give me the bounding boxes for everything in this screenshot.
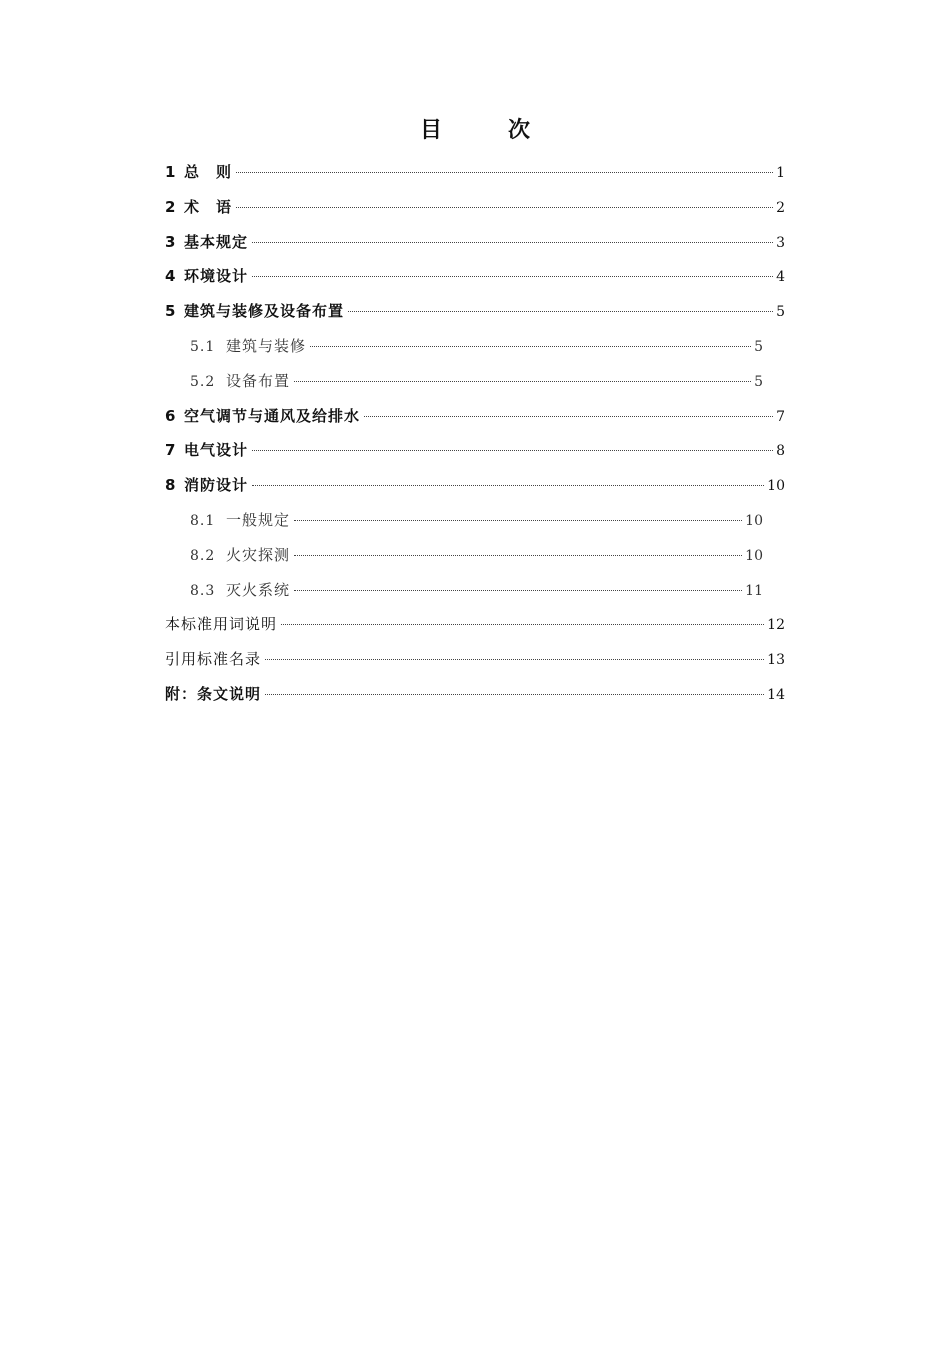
dot-leader bbox=[252, 242, 773, 243]
toc-entry-title: 一般规定 bbox=[226, 510, 291, 529]
toc-entry-section-5-1[interactable] bbox=[165, 329, 785, 364]
toc-entry-number: 3 bbox=[165, 232, 176, 251]
dot-leader bbox=[236, 207, 773, 208]
toc-entry-page: 5 bbox=[754, 338, 763, 355]
toc-entry-title: 消防设计 bbox=[184, 476, 249, 495]
dot-leader bbox=[265, 694, 764, 695]
toc-entry-section-8-1[interactable] bbox=[165, 503, 785, 538]
dot-leader bbox=[294, 590, 742, 591]
toc-entry-number: 8.2 bbox=[190, 547, 216, 564]
toc-entry-section-8-3[interactable] bbox=[165, 573, 785, 608]
toc-entry-title: 本标准用词说明 bbox=[165, 615, 278, 634]
toc-entry-number: 8 bbox=[165, 476, 176, 495]
toc-entry-title: 环境设计 bbox=[184, 267, 249, 286]
toc-entry-page: 4 bbox=[776, 269, 785, 286]
toc-entry-number: 5.2 bbox=[190, 373, 216, 390]
toc-entry-wording-explanation[interactable] bbox=[165, 607, 785, 642]
toc-entry-section-8-2[interactable] bbox=[165, 538, 785, 573]
toc-entry-chapter-5[interactable] bbox=[165, 294, 785, 329]
toc-entry-chapter-3[interactable] bbox=[165, 225, 785, 260]
toc-entry-number: 2 bbox=[165, 197, 176, 216]
toc-entry-title: 灭火系统 bbox=[226, 580, 291, 599]
toc-entry-number: 6 bbox=[165, 406, 176, 425]
toc-entry-referenced-standards[interactable] bbox=[165, 642, 785, 677]
toc-entry-page: 12 bbox=[767, 617, 785, 634]
dot-leader bbox=[310, 346, 751, 347]
toc-entry-page: 14 bbox=[767, 686, 785, 703]
toc-entry-title: 空气调节与通风及给排水 bbox=[184, 406, 361, 425]
toc-entry-number: 7 bbox=[165, 441, 176, 460]
dot-leader bbox=[294, 520, 742, 521]
toc-entry-title: 建筑与装修 bbox=[226, 336, 307, 355]
toc-entry-page: 13 bbox=[767, 652, 785, 669]
dot-leader bbox=[252, 276, 773, 277]
toc-entry-page: 10 bbox=[745, 547, 763, 564]
dot-leader bbox=[265, 659, 764, 660]
toc-entry-number: 5.1 bbox=[190, 338, 216, 355]
toc-entry-chapter-1[interactable] bbox=[165, 155, 785, 190]
toc-entry-chapter-6[interactable] bbox=[165, 399, 785, 434]
toc-entry-page: 8 bbox=[776, 443, 785, 460]
dot-leader bbox=[294, 381, 751, 382]
toc-title: 目 次 bbox=[419, 118, 552, 143]
toc-entry-number: 1 bbox=[165, 163, 176, 181]
toc-entry-page: 10 bbox=[767, 478, 785, 495]
toc-entry-title: 术 语 bbox=[184, 197, 233, 216]
toc-entry-page: 5 bbox=[776, 304, 785, 321]
dot-leader bbox=[294, 555, 742, 556]
toc-entry-title: 总 则 bbox=[184, 163, 233, 181]
toc-entry-chapter-2[interactable] bbox=[165, 190, 785, 225]
toc-entry-appendix[interactable] bbox=[165, 677, 785, 712]
dot-leader bbox=[236, 172, 773, 173]
toc-entry-title: 设备布置 bbox=[226, 371, 291, 390]
dot-leader bbox=[281, 624, 764, 625]
toc-entry-title: 建筑与装修及设备布置 bbox=[184, 302, 345, 321]
toc-entry-title: 火灾探测 bbox=[226, 545, 291, 564]
toc-entry-title: 附：条文说明 bbox=[165, 684, 262, 703]
toc-entry-number: 4 bbox=[165, 267, 176, 286]
toc-entry-page: 1 bbox=[776, 165, 785, 181]
dot-leader bbox=[364, 416, 773, 417]
toc-entry-page: 2 bbox=[776, 199, 785, 216]
dot-leader bbox=[252, 485, 764, 486]
toc-entry-page: 3 bbox=[776, 234, 785, 251]
toc-entry-number: 8.3 bbox=[190, 582, 216, 599]
toc-entry-title: 电气设计 bbox=[184, 441, 249, 460]
toc-entry-number: 8.1 bbox=[190, 512, 216, 529]
toc-entry-chapter-7[interactable] bbox=[165, 433, 785, 468]
toc-entry-title: 基本规定 bbox=[184, 232, 249, 251]
toc-entry-page: 10 bbox=[745, 512, 763, 529]
dot-leader bbox=[348, 311, 773, 312]
toc-entry-title: 引用标准名录 bbox=[165, 650, 262, 669]
toc-entry-page: 7 bbox=[776, 408, 785, 425]
toc-entry-page: 5 bbox=[754, 373, 763, 390]
toc-entry-chapter-8[interactable] bbox=[165, 468, 785, 503]
dot-leader bbox=[252, 450, 773, 451]
toc-list bbox=[165, 155, 785, 712]
toc-entry-number: 5 bbox=[165, 302, 176, 321]
toc-entry-page: 11 bbox=[745, 582, 763, 599]
toc-entry-chapter-4[interactable] bbox=[165, 259, 785, 294]
toc-entry-section-5-2[interactable] bbox=[165, 364, 785, 399]
